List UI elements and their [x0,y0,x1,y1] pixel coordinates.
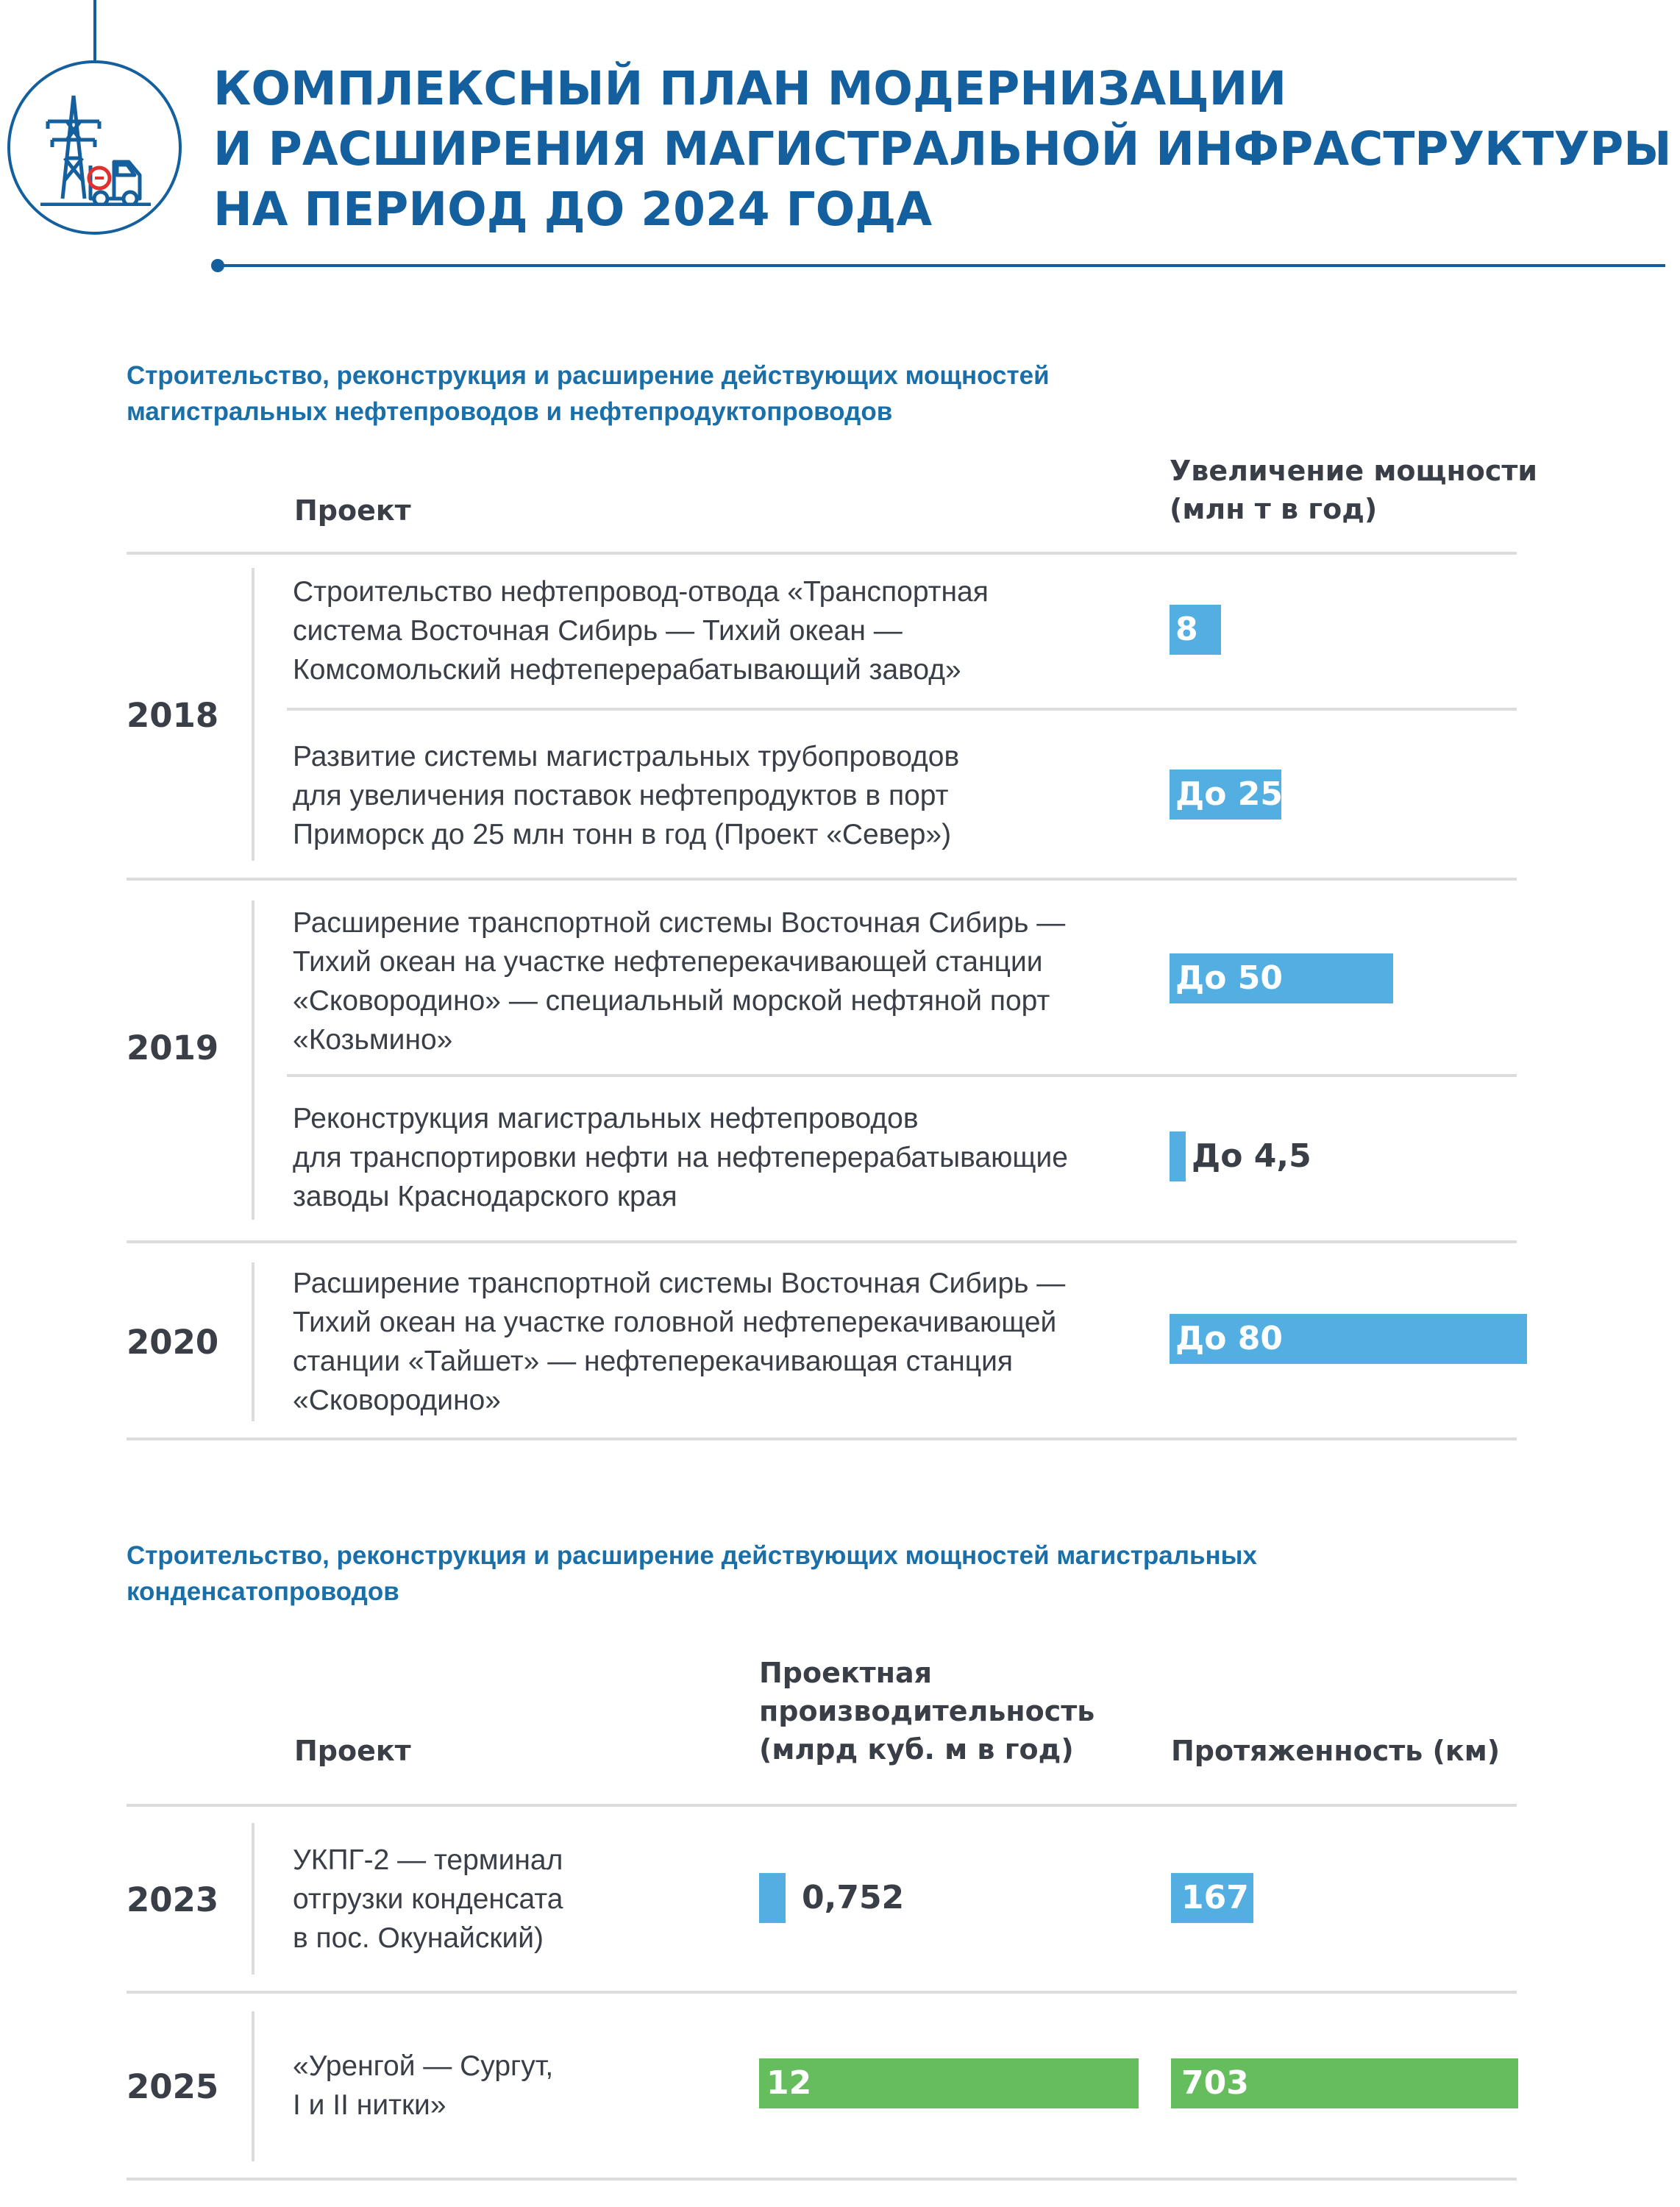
project-description [293,1264,1065,1420]
project-line: Реконструкция магистральных нефтепроводов [293,1103,919,1134]
section2-col-project: Проект [294,1735,411,1767]
capacity-bar-label: До 80 [1175,1320,1283,1357]
project-description [293,572,989,689]
table-rule [127,1240,1517,1243]
project-line: Тихий океан на участке нефтеперекачивающей станции [293,946,1043,978]
header-connector-line [93,0,96,60]
section1-title-line: магистральных нефтепроводов и нефтепродуктопроводов [127,397,893,426]
project-line: Строительство нефтепровод-отвода «Транспортная [293,576,989,608]
project-line: Приморск до 25 млн тонн в год (Проект «Север») [293,819,952,850]
page-title-line: КОМПЛЕКСНЫЙ ПЛАН МОДЕРНИЗАЦИИ [213,62,1287,115]
project-line: для транспортировки нефти на нефтеперерабатывающие [293,1142,1068,1173]
productivity-bar-label: 0,752 [802,1879,905,1916]
year-divider [252,1823,255,1975]
project-line: станции «Тайшет» — нефтеперекачивающая станция [293,1346,1013,1377]
productivity-bar [759,1873,786,1923]
page-title-line: И РАСШИРЕНИЯ МАГИСТРАЛЬНОЙ ИНФРАСТРУКТУРЫ [213,122,1672,176]
productivity-bar [759,2058,1139,2108]
section1-title [127,358,1050,430]
section2-col-productivity-line: (млрд куб. м в год) [759,1733,1074,1766]
capacity-bar-label: До 50 [1175,959,1283,997]
project-description [293,2047,553,2125]
table-rule [127,2178,1517,2181]
table-rule [127,552,1517,555]
project-line: отгрузки конденсата [293,1883,563,1915]
title-underline [216,264,1665,267]
project-line: система Восточная Сибирь — Тихий океан — [293,615,903,647]
section2-col-productivity [759,1654,1095,1769]
section1-col-project: Проект [294,494,411,527]
project-line: в пос. Окунайский) [293,1922,544,1954]
page-title-line: НА ПЕРИОД ДО 2024 ГОДА [213,182,933,236]
project-description [293,737,959,854]
project-description [293,903,1065,1059]
table-rule [127,878,1517,881]
capacity-bar-label: 8 [1175,611,1198,648]
project-line: Тихий океан на участке головной нефтеперекачивающей [293,1307,1057,1338]
length-bar-label: 703 [1181,2064,1249,2102]
table-rule [127,1991,1517,1994]
project-line: УКПГ-2 — терминал [293,1844,563,1876]
year-divider [252,900,255,1220]
project-line: I и II нитки» [293,2089,446,2121]
power-line-truck-icon [40,88,151,206]
project-line: «Козьмино» [293,1024,453,1056]
project-description [293,1099,1068,1216]
project-line: «Сковородино» [293,1385,501,1416]
year-label: 2019 [127,1028,219,1067]
section2-col-productivity-line: Проектная [759,1657,932,1689]
project-line: «Сковородино» — специальный морской нефтяной порт [293,985,1050,1017]
section2-col-productivity-line: производительность [759,1695,1095,1727]
project-line: Расширение транспортной системы Восточная Сибирь — [293,1268,1066,1299]
section1-title-line: Строительство, реконструкция и расширение действующих мощностей [127,361,1050,390]
project-line: Расширение транспортной системы Восточная Сибирь — [293,907,1066,939]
table-rule [127,1437,1517,1440]
productivity-bar-label: 12 [766,2064,812,2102]
page-title [213,59,1672,240]
project-line: «Уренгой — Сургут, [293,2050,554,2082]
year-divider [252,1262,255,1421]
section2-title-line: Строительство, реконструкция и расширение действующих мощностей магистральных [127,1541,1258,1570]
length-bar-label: 167 [1181,1879,1249,1916]
year-label: 2025 [127,2067,219,2106]
capacity-bar [1170,1131,1186,1181]
year-divider [252,568,255,861]
row-rule [287,1074,1517,1077]
project-description [293,1841,563,1958]
year-divider [252,2011,255,2161]
section2-title-line: конденсатопроводов [127,1577,399,1606]
project-line: Развитие системы магистральных трубопроводов [293,741,960,772]
table-rule [127,1804,1517,1807]
year-label: 2020 [127,1323,219,1362]
capacity-bar-label: До 25 [1175,775,1283,813]
section1-col-capacity-line: (млн т в год) [1170,493,1378,525]
section2-col-length: Протяженность (км) [1171,1735,1501,1767]
project-line: Комсомольский нефтеперерабатывающий завод» [293,654,961,686]
row-rule [287,708,1517,711]
project-line: для увеличения поставок нефтепродуктов в порт [293,780,949,811]
year-label: 2018 [127,696,219,735]
section1-col-capacity-line: Увеличение мощности [1170,455,1538,487]
year-label: 2023 [127,1880,219,1919]
project-line: заводы Краснодарского края [293,1181,677,1212]
section1-col-capacity [1170,452,1537,528]
capacity-bar-label: До 4,5 [1192,1137,1311,1175]
section2-title [127,1538,1257,1610]
title-underline-dot [211,259,224,272]
